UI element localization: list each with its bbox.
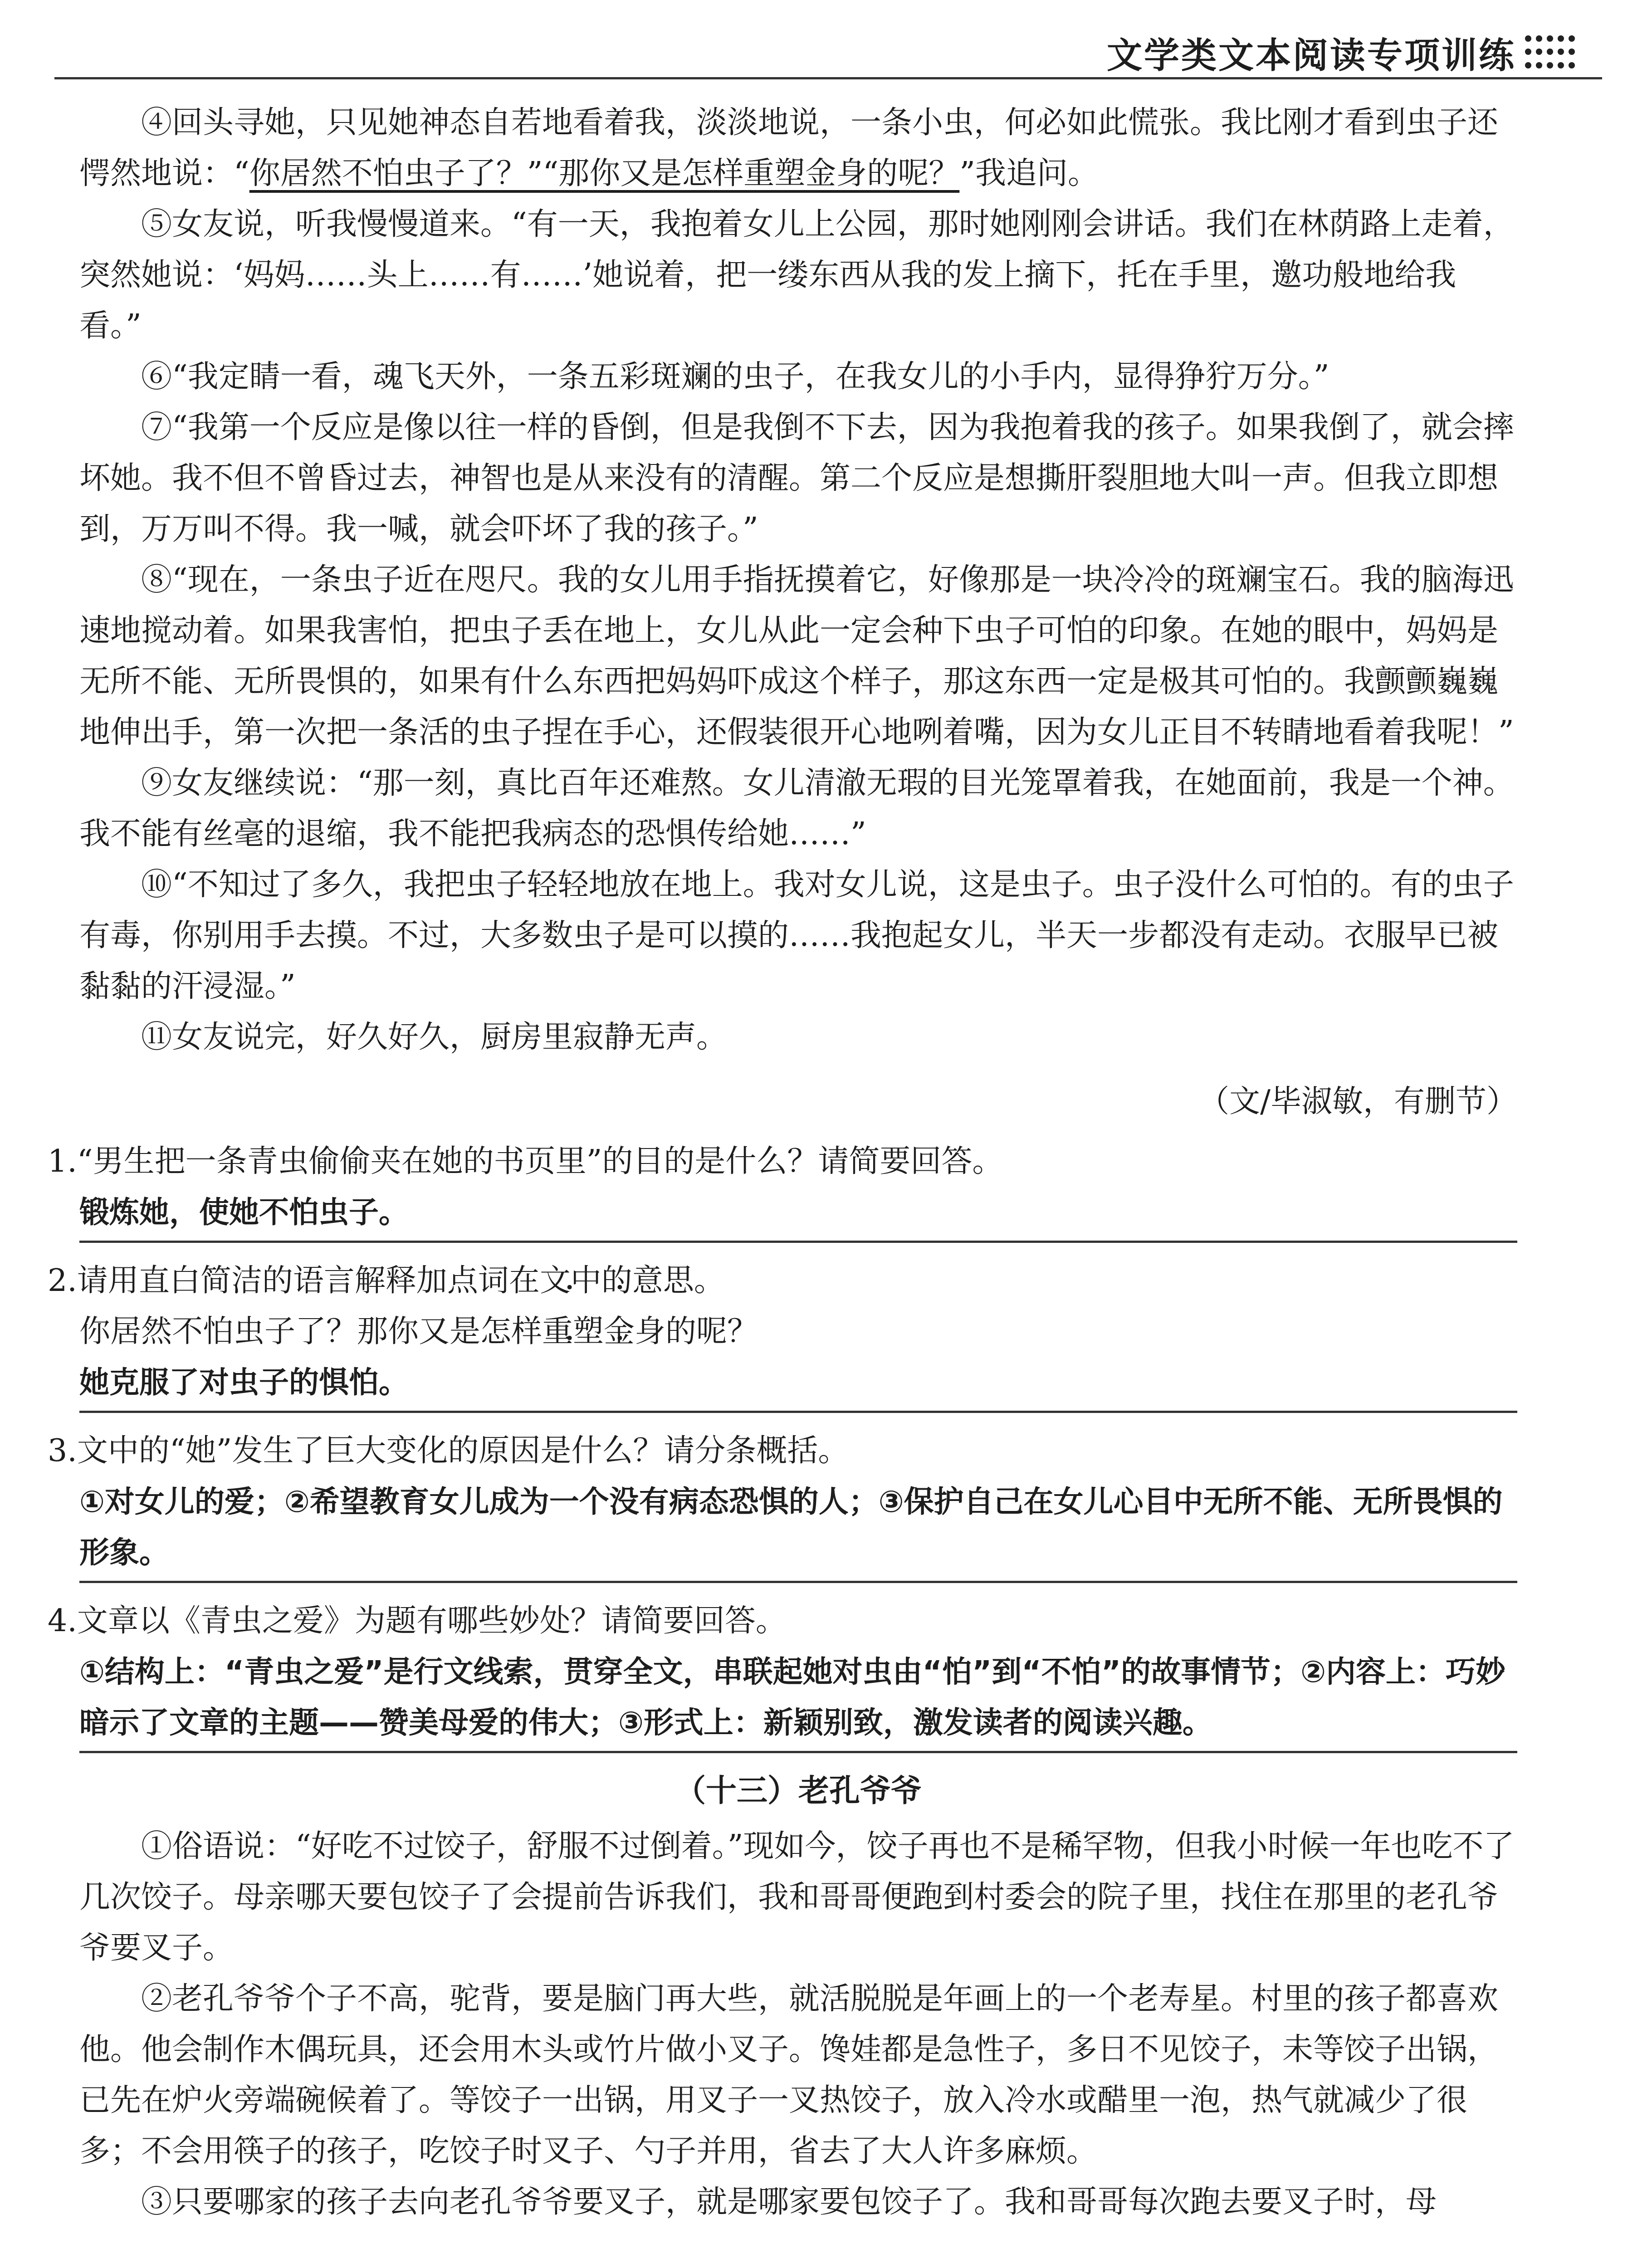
question-1: 1.“男生把一条青虫偷偷夹在她的书页里”的目的是什么？请简要回答。 <box>48 1144 1003 1179</box>
underlined-quote: 你居然不怕虫子了？”“那你又是怎样重塑金身的呢？ <box>249 156 960 191</box>
answer-4: ①结构上：“青虫之爱”是行文线索，贯穿全文，串联起她对虫由“怕”到“不怕”的故事情节；②内容上：巧妙暗示了文章的主题——赞美母爱的伟大；③形式上：新颖别致，激发读者的阅读兴趣。 <box>79 1647 1517 1753</box>
paragraph-10: ⑩“不知过了多久，我把虫子轻轻地放在地上。我对女儿说，这是虫子。虫子没什么可怕的。有的虫子有毒，你别用手去摸。不过，大多数虫子是可以摸的……我抱起女儿，半天一步都没有走动。衣服早已被黏黏的汗浸湿。” <box>79 867 1514 1004</box>
paragraph-11: ⑪女友说完，好久好久，厨房里寂静无声。 <box>141 1019 728 1055</box>
question-2: 2.请用直白简洁的语言解释加点词在文中的意思。 <box>48 1263 725 1299</box>
page-header <box>0 23 1652 91</box>
paragraph-8: ⑧“现在，一条虫子近在咫尺。我的女儿用手指抚摸着它，好像那是一块冷冷的斑斓宝石。我的脑海迅速地搅动着。如果我害怕，把虫子丢在地上，女儿从此一定会种下虫子可怕的印象。在她的眼中，妈妈是无所不能、无所畏惧的，如果有什么东西把妈妈吓成这个样子，那这东西一定是极其可怕的。我颤颤巍巍地伸出手，第一次把一条活的虫子捏在手心，还假装很开心地咧着嘴，因为女儿正目不转睛地看着我呢！” <box>79 562 1514 750</box>
header-rule <box>54 77 1602 79</box>
question-2-sentence: 你居然不怕虫子了？那你又是怎样重塑金身 • • • •的呢？ <box>79 1306 1517 1357</box>
paragraph-4: ④回头寻她，只见她神态自若地看着我，淡淡地说，一条小虫，何必如此慌张。我比刚才看到虫子还愕然地说：“你居然不怕虫子了？”“那你又是怎样重塑金身的呢？”我追问。 <box>79 105 1499 191</box>
source-citation: （文/毕淑敏，有删节） <box>1198 1084 1517 1119</box>
question-4: 4.文章以《青虫之爱》为题有哪些妙处？请简要回答。 <box>48 1603 787 1639</box>
paragraph-5: ⑤女友说，听我慢慢道来。“有一天，我抱着女儿上公园，那时她刚刚会讲话。我们在林荫路上走着，突然她说：‘妈妈……头上……有……’她说着，把一缕东西从我的发上摘下，托在手里，邀功般地给我看。” <box>79 206 1514 344</box>
header-dots-icon <box>1525 35 1579 72</box>
answer-3: ①对女儿的爱；②希望教育女儿成为一个没有病态恐惧的人；③保护自己在女儿心目中无所不能、无所畏惧的形象。 <box>79 1476 1517 1583</box>
passage2-paragraph-1: ①俗语说：“好吃不过饺子，舒服不过倒着。”现如今，饺子再也不是稀罕物，但我小时候一年也吃不了几次饺子。母亲哪天要包饺子了会提前告诉我们，我和哥哥便跑到村委会的院子里，找住在那里的老孔爷爷要叉子。 <box>79 1828 1515 1966</box>
passage2-paragraph-2: ②老孔爷爷个子不高，驼背，要是脑门再大些，就活脱脱是年画上的一个老寿星。村里的孩子都喜欢他。他会制作木偶玩具，还会用木头或竹片做小叉子。馋娃都是急性子，多日不见饺子，未等饺子出锅，已先在炉火旁端碗候着了。等饺子一出锅，用叉子一叉热饺子，放入冷水或醋里一泡，热气就减少了很多；不会用筷子的孩子，吃饺子时叉子、勺子并用，省去了大人许多麻烦。 <box>79 1981 1499 2169</box>
dotted-word: 重塑金身 • • • • <box>542 1314 665 1349</box>
question-3: 3.文中的“她”发生了巨大变化的原因是什么？请分条概括。 <box>48 1433 849 1469</box>
section-title: （十三）老孔爷爷 <box>674 1773 922 1809</box>
header-title: 文学类文本阅读专项训练 <box>1106 35 1516 76</box>
page-content <box>48 98 1517 2228</box>
answer-1: 锻炼她，使她不怕虫子。 <box>79 1187 1517 1243</box>
answer-2: 她克服了对虫子的惧怕。 <box>79 1357 1517 1413</box>
passage2-paragraph-3: ③只要哪家的孩子去向老孔爷爷要叉子，就是哪家要包饺子了。我和哥哥每次跑去要叉子时，母 <box>141 2184 1437 2220</box>
paragraph-9: ⑨女友继续说：“那一刻，真比百年还难熬。女儿清澈无瑕的目光笼罩着我，在她面前，我是一个神。我不能有丝毫的退缩，我不能把我病态的恐惧传给她……” <box>79 765 1514 852</box>
paragraph-6: ⑥“我定睛一看，魂飞天外，一条五彩斑斓的虫子，在我女儿的小手内，显得狰狞万分。” <box>141 359 1329 395</box>
paragraph-7: ⑦“我第一个反应是像以往一样的昏倒，但是我倒不下去，因为我抱着我的孩子。如果我倒了，就会摔坏她。我不但不曾昏过去，神智也是从来没有的清醒。第二个反应是想撕肝裂胆地大叫一声。但我立即想到，万万叫不得。我一喊，就会吓坏了我的孩子。” <box>79 410 1514 547</box>
